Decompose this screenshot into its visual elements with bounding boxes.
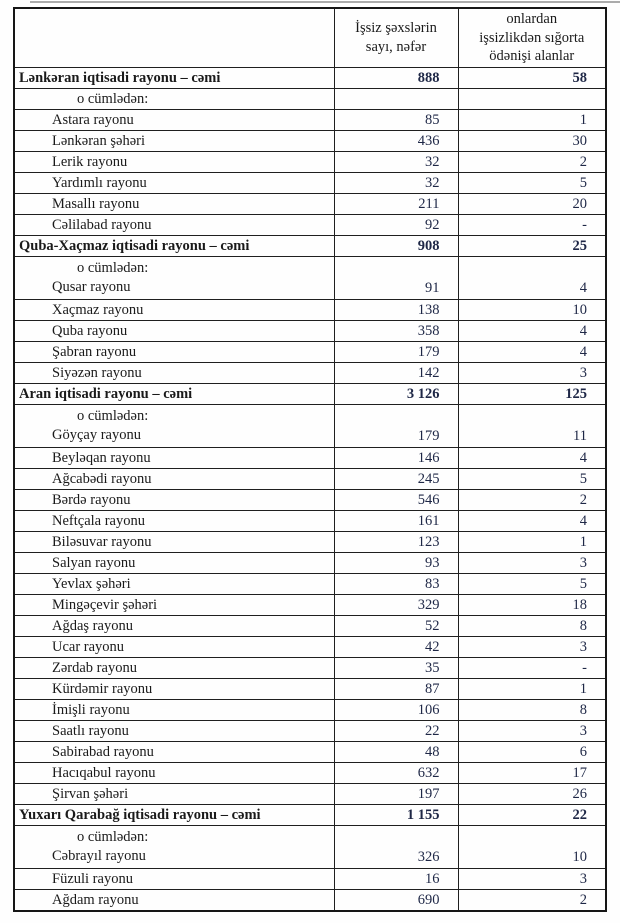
table-row	[14, 658, 606, 679]
table-row	[14, 742, 606, 763]
section-total-row	[14, 68, 606, 89]
table-row	[14, 131, 606, 152]
region-label-cell: Yuxarı Qarabağ iqtisadi rayonu – cəmi	[14, 805, 334, 826]
region-label-cell: Quba rayonu	[14, 321, 334, 342]
insured-count-cell: 4	[458, 342, 606, 363]
region-label-cell: Beyləqan rayonu	[14, 448, 334, 469]
region-label-cell: Salyan rayonu	[14, 553, 334, 574]
region-label-cell: Bərdə rayonu	[14, 490, 334, 511]
table-row	[14, 637, 606, 658]
unemployed-count-cell: 52	[334, 616, 458, 637]
table-row	[14, 532, 606, 553]
insured-count-cell: 3	[458, 637, 606, 658]
region-label-cell: Mingəçevir şəhəri	[14, 595, 334, 616]
table-row	[14, 511, 606, 532]
unemployed-count-cell: 326	[334, 826, 458, 869]
region-label-cell: Quba-Xaçmaz iqtisadi rayonu – cəmi	[14, 236, 334, 257]
insured-count-cell: 4	[458, 321, 606, 342]
unemployed-count-cell: 179	[334, 405, 458, 448]
unemployed-count-cell: 888	[334, 68, 458, 89]
table-row	[14, 679, 606, 700]
unemployed-count-cell: 546	[334, 490, 458, 511]
unemployed-count-cell: 87	[334, 679, 458, 700]
table-row	[14, 869, 606, 890]
insured-count-cell: 1	[458, 532, 606, 553]
table-row	[14, 700, 606, 721]
insured-count-cell: 11	[458, 405, 606, 448]
unemployed-count-cell: 32	[334, 152, 458, 173]
region-label-cell: Ağdaş rayonu	[14, 616, 334, 637]
header-line: sayı, nəfər	[365, 39, 427, 55]
unemployment-statistics-table	[13, 7, 607, 912]
insured-count-cell: 3	[458, 363, 606, 384]
table-body	[14, 68, 606, 912]
table-row	[14, 89, 606, 110]
unemployed-count-cell: 22	[334, 721, 458, 742]
district-name: Cəbrayıl rayonu	[52, 848, 146, 864]
region-label-cell	[14, 257, 334, 300]
page-top-scan-line	[30, 1, 620, 3]
insured-count-cell: 3	[458, 553, 606, 574]
table-row	[14, 616, 606, 637]
table-row	[14, 173, 606, 194]
unemployed-count-cell: 1 155	[334, 805, 458, 826]
region-label-cell	[14, 826, 334, 869]
insured-count-cell: -	[458, 215, 606, 236]
region-label-cell	[14, 405, 334, 448]
insured-count-cell: 8	[458, 616, 606, 637]
header-line: onlardan	[506, 10, 558, 27]
table-row	[14, 300, 606, 321]
table-row	[14, 763, 606, 784]
unemployed-count-cell: 123	[334, 532, 458, 553]
insured-count-cell: 3	[458, 721, 606, 742]
table-row	[14, 448, 606, 469]
col-header-insured	[458, 8, 606, 68]
table-row	[14, 826, 606, 869]
unemployed-count-cell: 92	[334, 215, 458, 236]
table-row	[14, 215, 606, 236]
insured-count-cell: 4	[458, 511, 606, 532]
unemployed-count-cell: 3 126	[334, 384, 458, 405]
unemployed-count-cell: 211	[334, 194, 458, 215]
unemployed-count-cell: 83	[334, 574, 458, 595]
insured-count-cell: 10	[458, 826, 606, 869]
header-line: İşsiz şəxslərin	[355, 20, 437, 37]
insured-count-cell: 5	[458, 469, 606, 490]
insured-count-cell: 25	[458, 236, 606, 257]
region-label-cell: o cümlədən:	[14, 89, 334, 110]
header-row	[14, 8, 606, 68]
table-row	[14, 784, 606, 805]
insured-count-cell: 5	[458, 173, 606, 194]
unemployed-count-cell: 91	[334, 257, 458, 300]
table-row	[14, 890, 606, 912]
unemployed-count-cell: 358	[334, 321, 458, 342]
region-label-cell: Ağcabədi rayonu	[14, 469, 334, 490]
region-label-cell: Ucar rayonu	[14, 637, 334, 658]
unemployed-count-cell: 32	[334, 173, 458, 194]
table-row	[14, 595, 606, 616]
region-label-cell: Lerik rayonu	[14, 152, 334, 173]
district-name: Qusar rayonu	[52, 279, 131, 295]
region-label-cell: Neftçala rayonu	[14, 511, 334, 532]
table-row	[14, 469, 606, 490]
unemployed-count-cell: 35	[334, 658, 458, 679]
col-header-unemployed	[334, 8, 458, 68]
region-label-cell: İmişli rayonu	[14, 700, 334, 721]
unemployed-count-cell: 908	[334, 236, 458, 257]
insured-count-cell	[458, 89, 606, 110]
unemployed-count-cell: 142	[334, 363, 458, 384]
table-row	[14, 194, 606, 215]
unemployed-count-cell: 48	[334, 742, 458, 763]
table-row	[14, 363, 606, 384]
unemployed-count-cell: 16	[334, 869, 458, 890]
region-label-cell: Zərdab rayonu	[14, 658, 334, 679]
section-total-row	[14, 236, 606, 257]
unemployed-count-cell: 179	[334, 342, 458, 363]
insured-count-cell: 30	[458, 131, 606, 152]
unemployed-count-cell: 690	[334, 890, 458, 912]
unemployed-count-cell: 42	[334, 637, 458, 658]
region-label-cell: Biləsuvar rayonu	[14, 532, 334, 553]
region-label-cell: Cəlilabad rayonu	[14, 215, 334, 236]
header-line: işsizlikdən sığorta	[479, 29, 585, 46]
insured-count-cell: 17	[458, 763, 606, 784]
region-label-cell: Ağdam rayonu	[14, 890, 334, 912]
region-label-cell: Yardımlı rayonu	[14, 173, 334, 194]
region-label-cell: Sabirabad rayonu	[14, 742, 334, 763]
region-label-cell: Yevlax şəhəri	[14, 574, 334, 595]
col-header-region-empty	[14, 8, 334, 68]
insured-count-cell: 6	[458, 742, 606, 763]
unemployed-count-cell: 436	[334, 131, 458, 152]
unemployed-count-cell: 197	[334, 784, 458, 805]
table-header	[14, 8, 606, 68]
unemployed-count-cell: 329	[334, 595, 458, 616]
table-row	[14, 721, 606, 742]
unemployed-count-cell: 138	[334, 300, 458, 321]
insured-count-cell: 1	[458, 110, 606, 131]
unemployed-count-cell: 245	[334, 469, 458, 490]
region-label-cell: Şabran rayonu	[14, 342, 334, 363]
insured-count-cell: 4	[458, 257, 606, 300]
insured-count-cell: 2	[458, 152, 606, 173]
region-label-cell: Füzuli rayonu	[14, 869, 334, 890]
table-row	[14, 342, 606, 363]
region-label-cell: Aran iqtisadi rayonu – cəmi	[14, 384, 334, 405]
insured-count-cell: 5	[458, 574, 606, 595]
insured-count-cell: 10	[458, 300, 606, 321]
insured-count-cell: 1	[458, 679, 606, 700]
table-row	[14, 257, 606, 300]
unemployed-count-cell: 161	[334, 511, 458, 532]
subheader-text: o cümlədən:	[77, 260, 149, 276]
insured-count-cell: -	[458, 658, 606, 679]
table-row	[14, 152, 606, 173]
region-label-cell: Lənkəran iqtisadi rayonu – cəmi	[14, 68, 334, 89]
region-label-cell: Şirvan şəhəri	[14, 784, 334, 805]
insured-count-cell: 4	[458, 448, 606, 469]
subheader-text: o cümlədən:	[77, 829, 149, 845]
region-label-cell: Hacıqabul rayonu	[14, 763, 334, 784]
region-label-cell: Xaçmaz rayonu	[14, 300, 334, 321]
table-row	[14, 553, 606, 574]
unemployed-count-cell: 93	[334, 553, 458, 574]
table-row	[14, 490, 606, 511]
unemployed-count-cell: 146	[334, 448, 458, 469]
unemployed-count-cell: 632	[334, 763, 458, 784]
table-row	[14, 321, 606, 342]
insured-count-cell: 125	[458, 384, 606, 405]
insured-count-cell: 20	[458, 194, 606, 215]
section-total-row	[14, 805, 606, 826]
region-label-cell: Saatlı rayonu	[14, 721, 334, 742]
table-row	[14, 110, 606, 131]
insured-count-cell: 18	[458, 595, 606, 616]
unemployed-count-cell	[334, 89, 458, 110]
insured-count-cell: 26	[458, 784, 606, 805]
table-row	[14, 405, 606, 448]
insured-count-cell: 58	[458, 68, 606, 89]
insured-count-cell: 3	[458, 869, 606, 890]
insured-count-cell: 2	[458, 890, 606, 912]
insured-count-cell: 2	[458, 490, 606, 511]
district-name: Göyçay rayonu	[52, 427, 141, 443]
table-row	[14, 574, 606, 595]
region-label-cell: Masallı rayonu	[14, 194, 334, 215]
subheader-text: o cümlədən:	[77, 408, 149, 424]
insured-count-cell: 22	[458, 805, 606, 826]
insured-count-cell: 8	[458, 700, 606, 721]
region-label-cell: Kürdəmir rayonu	[14, 679, 334, 700]
section-total-row	[14, 384, 606, 405]
region-label-cell: Siyəzən rayonu	[14, 363, 334, 384]
region-label-cell: Lənkəran şəhəri	[14, 131, 334, 152]
region-label-cell: Astara rayonu	[14, 110, 334, 131]
unemployed-count-cell: 85	[334, 110, 458, 131]
header-line: ödənişi alanlar	[489, 48, 575, 65]
unemployed-count-cell: 106	[334, 700, 458, 721]
